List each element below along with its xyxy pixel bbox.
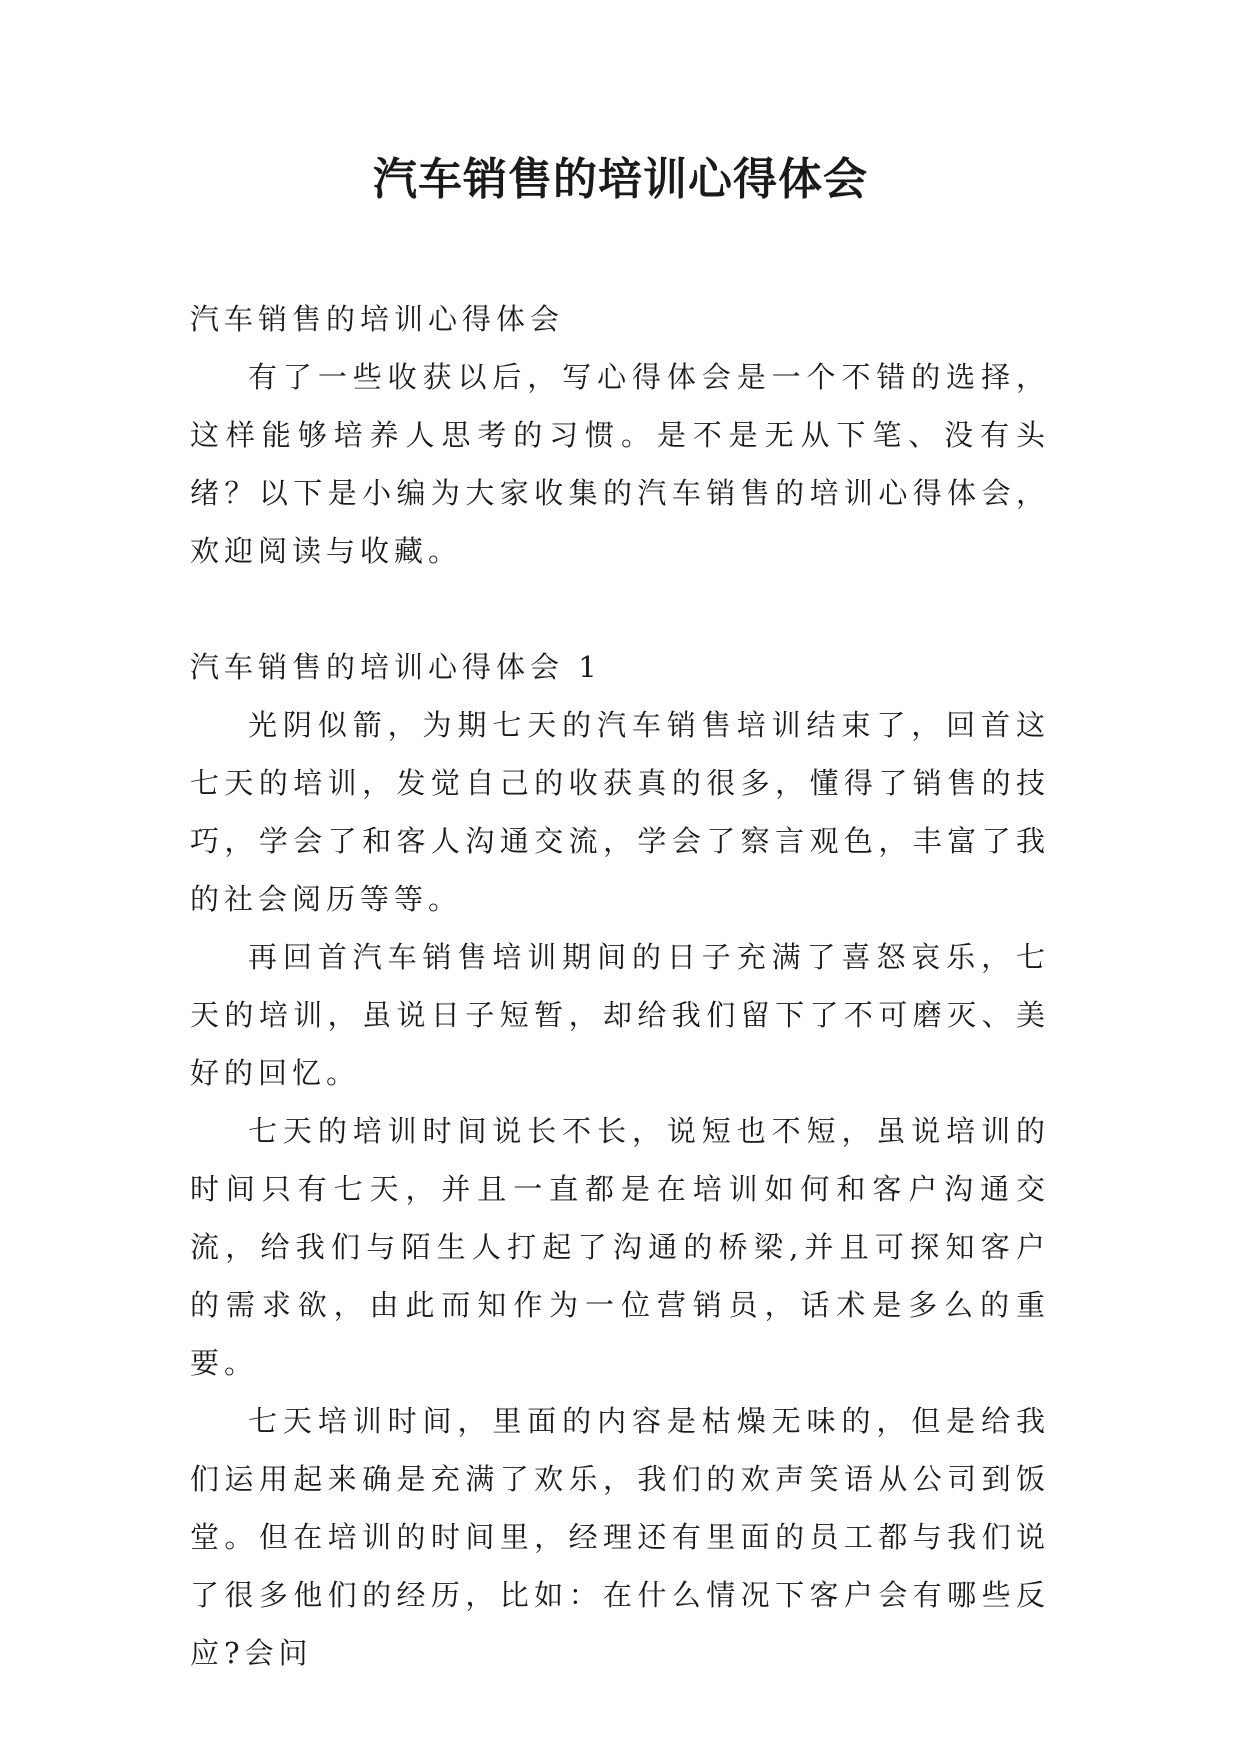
- document-title: 汽车销售的培训心得体会: [373, 154, 868, 205]
- section-1-heading: 汽车销售的培训心得体会 1: [190, 650, 602, 684]
- section-spacer: [190, 580, 1050, 638]
- section-1-paragraph-1: 光阴似箭，为期七天的汽车销售培训结束了，回首这七天的培训，发觉自己的收获真的很多，懂得了销售的技巧，学会了和客人沟通交流，学会了察言观色，丰富了我的社会阅历等等。: [190, 708, 1050, 916]
- document-body: [190, 290, 1050, 1682]
- section-1-paragraph-2: 再回首汽车销售培训期间的日子充满了喜怒哀乐，七天的培训，虽说日子短暂，却给我们留下了不可磨灭、美好的回忆。: [190, 940, 1050, 1090]
- intro-heading: 汽车销售的培训心得体会: [190, 302, 565, 336]
- section-1-paragraph-4: 七天培训时间，里面的内容是枯燥无味的，但是给我们运用起来确是充满了欢乐，我们的欢声笑语从公司到饭堂。但在培训的时间里，经理还有里面的员工都与我们说了很多他们的经历，比如：在什么情况下客户会有哪些反应?会问: [190, 1404, 1050, 1670]
- intro-paragraph: 有了一些收获以后，写心得体会是一个不错的选择，这样能够培养人思考的习惯。是不是无从下笔、没有头绪？以下是小编为大家收集的汽车销售的培训心得体会，欢迎阅读与收藏。: [190, 360, 1050, 568]
- section-1-paragraph-3: 七天的培训时间说长不长，说短也不短，虽说培训的时间只有七天，并且一直都是在培训如何和客户沟通交流，给我们与陌生人打起了沟通的桥梁,并且可探知客户的需求欲，由此而知作为一位营销员，话术是多么的重要。: [190, 1114, 1050, 1380]
